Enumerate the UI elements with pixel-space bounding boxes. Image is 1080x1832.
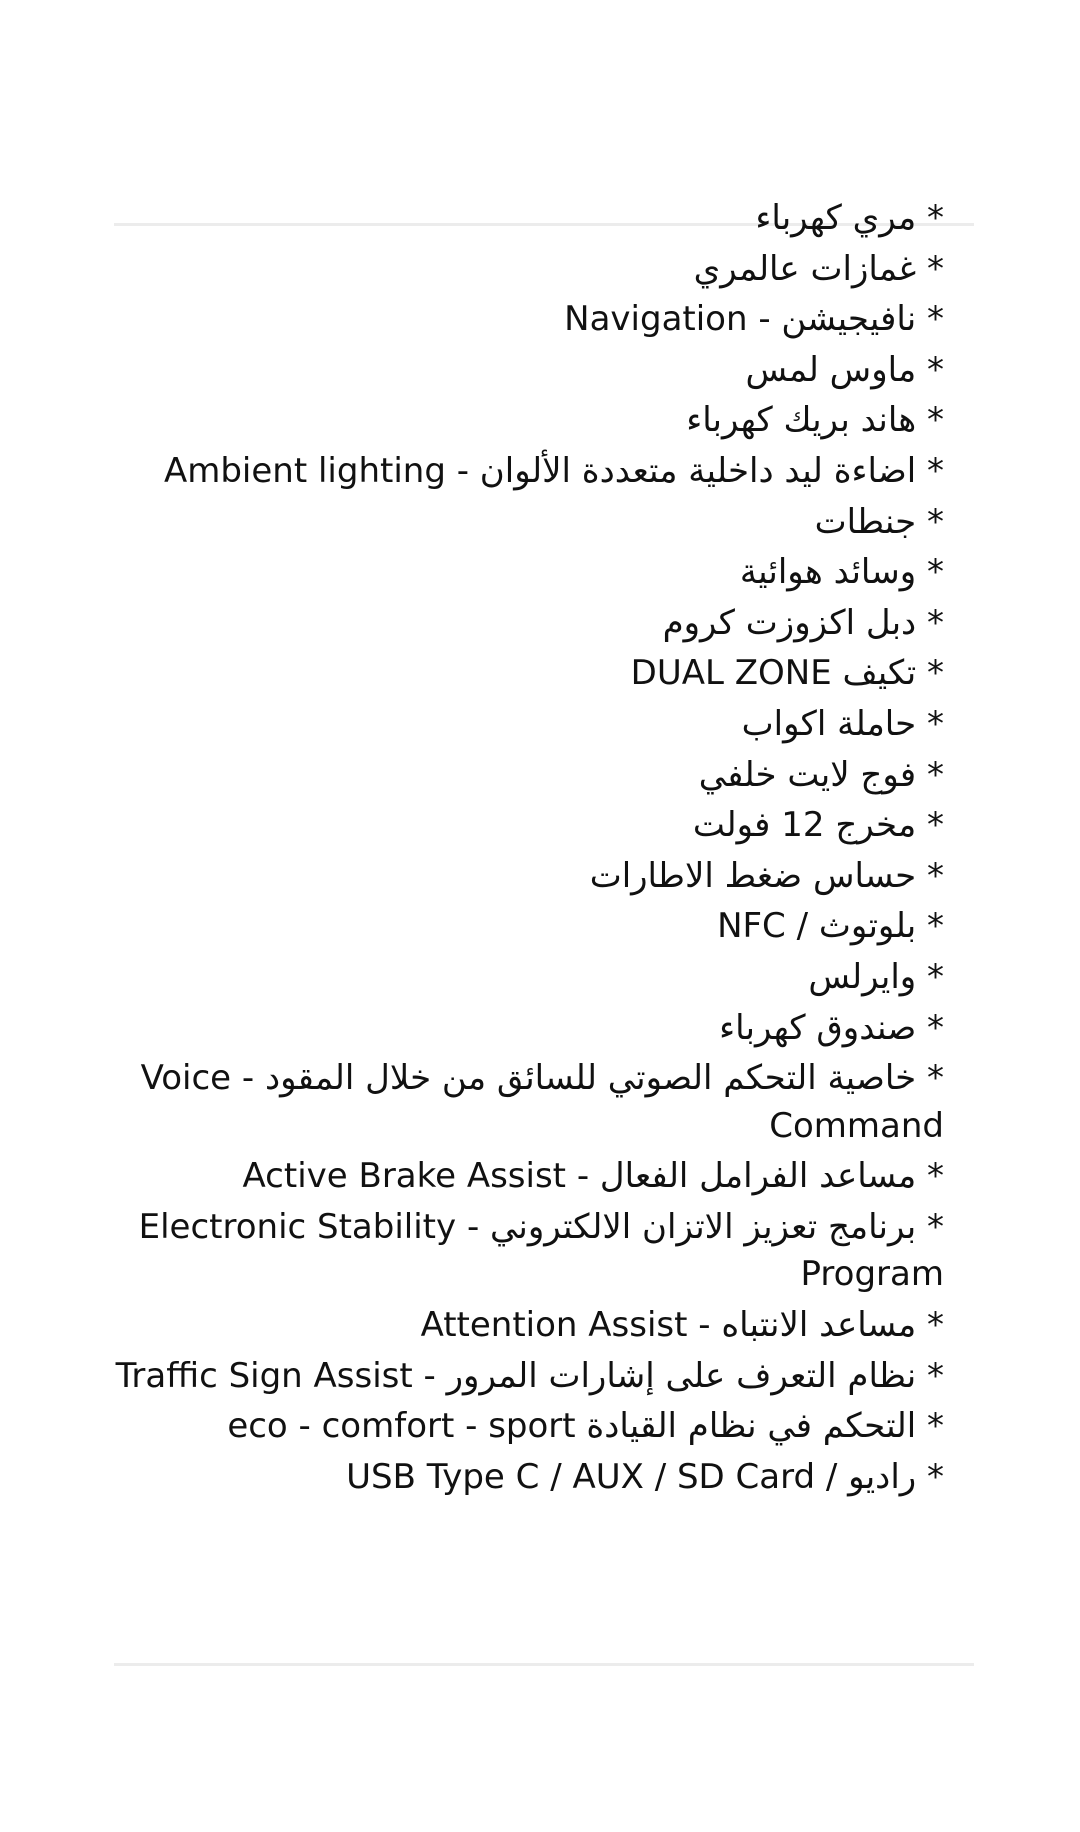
feature-item: * دبل اكزوزت كروم xyxy=(662,602,944,643)
feature-item: * بلوتوث / NFC xyxy=(717,906,944,947)
feature-item: * نظام التعرف على إشارات المرور - Traffic Sign Assist xyxy=(115,1355,944,1396)
feature-item: * وايرلس xyxy=(808,956,944,997)
feature-item: * مري كهرباء xyxy=(755,198,944,238)
feature-list xyxy=(104,195,944,1504)
feature-item: * غمازات عالمري xyxy=(693,248,944,289)
feature-item: * مساعد الفرامل الفعال - Active Brake Assist xyxy=(242,1156,944,1197)
feature-item: * جنطات xyxy=(814,501,944,542)
feature-item: * راديو / USB Type C / AUX / SD Card xyxy=(346,1456,944,1497)
feature-item: * نافيجيشن - Navigation xyxy=(564,299,944,340)
feature-item: * خاصية التحكم الصوتي للسائق من خلال المقود - Voice Command xyxy=(140,1058,944,1146)
feature-item: * ماوس لمس xyxy=(745,349,944,390)
notes-text-area[interactable] xyxy=(114,198,974,1665)
feature-item: * برنامج تعزيز الاتزان الالكتروني - Electronic Stability Program xyxy=(138,1206,944,1295)
feature-item: * حساس ضغط الاطارات xyxy=(589,855,944,896)
feature-item: * فوج لايت خلفي xyxy=(698,754,944,795)
feature-item: * التحكم في نظام القيادة eco - comfort - sport xyxy=(227,1406,944,1447)
feature-item: * مساعد الانتباه - Attention Assist xyxy=(420,1305,944,1346)
feature-item: * وسائد هوائية xyxy=(739,552,944,593)
feature-item: * حاملة اكواب xyxy=(741,703,944,744)
bottom-divider xyxy=(114,1663,974,1666)
feature-item: * تكيف DUAL ZONE xyxy=(630,653,944,694)
feature-item: * هاند بريك كهرباء xyxy=(686,400,944,441)
feature-item: * اضاءة ليد داخلية متعددة الألوان - Ambient lighting xyxy=(163,450,944,491)
feature-item: * مخرج 12 فولت xyxy=(692,805,944,846)
feature-item: * صندوق كهرباء xyxy=(719,1007,944,1048)
